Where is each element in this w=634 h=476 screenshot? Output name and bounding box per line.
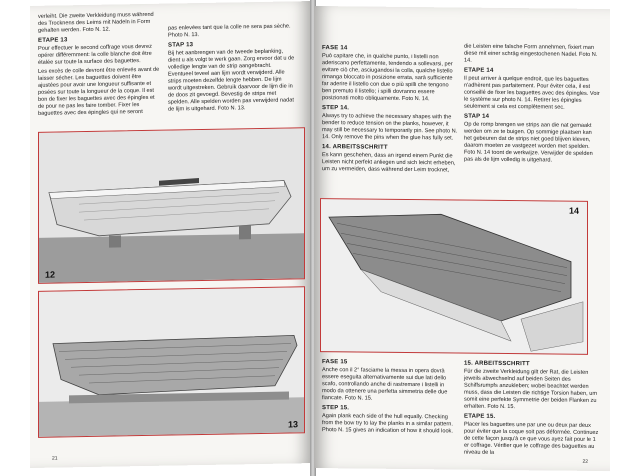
left-page <box>30 1 312 468</box>
section-heading: ETAPE 15. <box>464 413 496 420</box>
photo-number-12: 12 <box>45 269 56 280</box>
body-paragraph: pas enlevées tant que la colle ne sera pas sèche. Photo N. 13. <box>168 23 291 39</box>
photo-number-14: 14 <box>568 205 579 216</box>
section-heading: 14. ARBEITSSCHRITT <box>322 144 388 151</box>
section-heading: FASE 15 <box>322 359 348 366</box>
section-heading: FASE 14 <box>322 45 348 52</box>
body-paragraph: Für die zweite Verkleidung gilt der Rat, die Leisten jeweils abwechselnd auf beiden Seiten des Schiffsrumpfs anzukleben; wobei beachtet werden muss, dass die Leisten die richtige Torsion haben, um somit eine perfekte Symmetrie der beiden Flanken zu erhalten. Foto N. 15. <box>464 368 597 411</box>
hull-12-image <box>39 128 304 283</box>
body-paragraph: die Leisten eine falsche Form annehmen, fixiert man diese mit einer schräg eingestochenen Nadel. Foto N. 14. <box>464 43 598 64</box>
right-page <box>314 6 610 471</box>
section-heading: ETAPE 13 <box>38 37 68 44</box>
left-top-column-2 <box>168 23 296 115</box>
hull-photo-12 <box>38 127 305 284</box>
page-number-right: 22 <box>582 458 588 465</box>
left-top-column-1 <box>38 12 160 120</box>
section-heading: 15. ARBEITSSCHRITT <box>464 360 530 368</box>
section-heading: ETAPE 14 <box>464 67 494 74</box>
body-paragraph: Bij het aanbrengen van de tweede beplanking, dient u als volgt te werk gaan. Zorg ervoor dat u de volledige lengte van de strip aangebracht. Eventueel teveel aan lijm wordt verwijderd. Alle strips moeten dezelfde lengte hebben. De lijm wordt uitgestreken. Gebruik daarvoor de lijm die in de doos zit gevoegd. Bevestig de strips met spelden. Alle spelden worden pas verwijderd nadat de lijm is uitgehard. Foto N. 13. <box>168 48 295 113</box>
right-bottom-column-2 <box>464 358 600 460</box>
section-heading: STAP 13 <box>168 42 194 49</box>
body-paragraph: verleiht. Die zweite Verkleidung muss während des Trocknens des Leims mit Nadeln in Form gehalten werden. Foto N. 12. <box>38 11 154 34</box>
section-heading: STAP 14 <box>464 113 490 120</box>
section-heading: STEP 14. <box>322 105 350 112</box>
body-paragraph: Anche con il 2° fasciame la messa in opera dovrà essere eseguita alternativamente sui due lati dello scafo, controllando anche di rastremare i listelli in modo da ottenere una perfetta simmetria delle due fiancate. Foto N. 15. <box>322 367 448 402</box>
body-paragraph: Placer les baguettes une par une ou deux par deux pour éviter que la coque soit pas déformée. Continuez de cette façon jusqu'à ce que vous ayez fait pour le 1 er coffrage. Vérifier que le coffrage des baguettes au niveau de la <box>464 421 599 456</box>
body-paragraph: Pour effectuer le second coffrage vous devrez opérer différemment: la colle blanche doit être étalée sur toute la surface des baguettes. <box>38 43 152 66</box>
body-paragraph: Les excès de colle devront être enlevés avant de laisser sécher. Les baguettes doivent être ajustées pour avoir une longueur suffisante et posées sur toute la longueur de la coque. Il est bon de fixer les baguettes avec des épingles et de pour ne pas les faire tomber. Fixer les baguettes avec des épingles qui ne seront <box>38 66 160 117</box>
body-paragraph: Op de romp brengen we strips aan die nat gemaakt werden om ze te buigen. Op sommige plaatsen kan het gebeuren dat de strips niet goed blijven kleven, daarom moeten ze vastgezet worden met spelden. Foto N. 14 toont de werkwijze. Verwijder de spelden pas als de lijm volledig is uitgehard. <box>464 121 593 164</box>
body-paragraph: Il peut arriver à quelque endroit, que les baguettes n'adhèrent pas parfaitement. Pour éviter cela, il est conseillé de fixer les baguettes avec des épingles. Voir le système sur photo N. 14. Retirer les épingles seulement si cela est complètement sec. <box>464 75 600 111</box>
hull-photo-14 <box>320 198 588 355</box>
hull-13-image <box>39 287 304 437</box>
hull-14-image <box>321 199 587 354</box>
section-heading: STEP 15. <box>322 405 350 412</box>
page-number-left: 21 <box>52 455 58 462</box>
right-top-column-1 <box>322 42 458 176</box>
hull-photo-13 <box>38 286 305 438</box>
body-paragraph: Always try to achieve the necessary shapes with the bender to reduce tension on the planks, however, it may still be necessary to temporarily pin. See photo N. 14. Only remove the pins when the glue has fully set. <box>322 113 458 142</box>
photo-number-13: 13 <box>287 419 298 430</box>
body-paragraph: Es kann geschehen, dass an irgend einem Punkt die Leisten nicht perfekt anliegen und sich leicht erheben, um zu vermeiden, dass während der Leim trocknet, <box>322 152 456 174</box>
body-paragraph: Again plank each side of the hull equally. Checking from the bow try to lay the planks in a similar pattern. Photo N. 15 gives an indication of how it should look. <box>322 413 453 435</box>
right-top-column-2 <box>464 44 600 167</box>
body-paragraph: Può capitare che, in qualche punto, i listelli non aderiscano perfettamente, tendendo a sollevarsi, per evitare ciò che, asciugandosi la colla, qualche listello rimanga bloccato in posizione errata, sarà sufficiente far aderire il listello con due o più spilli che tengono ben premuto il listello; i spilli dovranno essere posizionati molto obliquamente. Foto N. 14. <box>322 53 453 103</box>
right-bottom-column-1 <box>322 356 458 437</box>
